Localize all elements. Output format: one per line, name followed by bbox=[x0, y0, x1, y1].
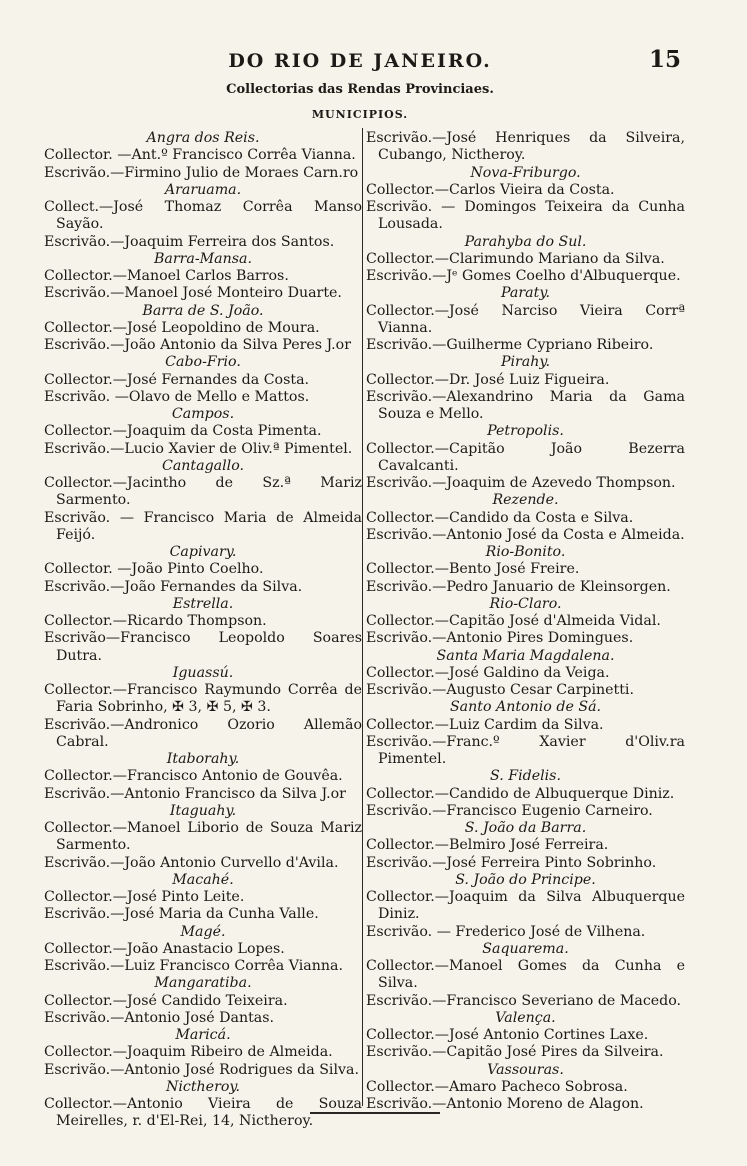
municipality-name: Santo Antonio de Sá. bbox=[449, 699, 602, 716]
municipality-name: Araruama. bbox=[164, 181, 242, 198]
official-entry: Escrivão.—Francisco Severiano de Macedo. bbox=[366, 992, 682, 1009]
page-number: 15 bbox=[648, 46, 681, 73]
official-entry: Collector.—José Antonio Cortines Laxe. bbox=[366, 1027, 649, 1043]
municipality-name: S. Fidelis. bbox=[490, 768, 561, 785]
official-entry: Escrivão.—Antonio José Rodrigues da Silva. bbox=[44, 1061, 359, 1078]
official-entry: Escrivão.—Augusto Cesar Carpinetti. bbox=[366, 682, 634, 698]
official-entry: Escrivão. — Francisco Maria de Almeida Feijó. bbox=[44, 509, 362, 543]
page-header bbox=[0, 46, 747, 74]
municipality-name: Rio-Bonito. bbox=[485, 544, 566, 560]
municipality-name: Parahyba do Sul. bbox=[464, 233, 587, 250]
official-entry: Collector.—Luiz Cardim da Silva. bbox=[366, 716, 604, 733]
subsection-title: MUNICIPIOS. bbox=[311, 108, 409, 121]
municipality-name: Mangaratiba. bbox=[154, 975, 252, 992]
official-entry: Escrivão.—Antonio Moreno de Alagon. bbox=[366, 1096, 644, 1112]
official-entry: Escrivão. — Frederico José de Vilhena. bbox=[366, 923, 646, 940]
municipality-name: Iguassú. bbox=[172, 664, 234, 681]
official-entry: Escrivão.—José Ferreira Pinto Sobrinho. bbox=[366, 854, 657, 871]
municipality-name: Cantagallo. bbox=[161, 457, 245, 474]
official-entry: Collector.—Ricardo Thompson. bbox=[44, 613, 267, 629]
running-title: DO RIO DE JANEIRO. bbox=[228, 50, 492, 72]
official-entry: Collector.—Joaquim Ribeiro de Almeida. bbox=[44, 1044, 333, 1061]
official-entry: Collector.—José Leopoldino de Moura. bbox=[44, 319, 320, 336]
official-entry: Collector.—Belmiro José Ferreira. bbox=[366, 837, 609, 854]
municipality-name: S. João do Principe. bbox=[455, 871, 596, 888]
official-entry: Escrivão.—Franc.º Xavier d'Oliv.ra Pimentel. bbox=[366, 733, 685, 767]
official-entry: Escrivão.—Guilherme Cypriano Ribeiro. bbox=[366, 337, 654, 353]
municipality-name: Valença. bbox=[495, 1009, 556, 1026]
official-entry: Collector.—José Candido Teixeira. bbox=[44, 992, 288, 1009]
official-entry: Escrivão.—José Maria da Cunha Valle. bbox=[44, 906, 319, 923]
official-entry: Collector.—Dr. José Luiz Figueira. bbox=[366, 371, 610, 388]
official-entry: Collector.—Francisco Antonio de Gouvêa. bbox=[44, 768, 343, 785]
official-entry: Collector.—Joaquim da Costa Pimenta. bbox=[44, 423, 322, 440]
municipality-name: Rio-Claro. bbox=[489, 595, 562, 612]
municipality-name: Paraty. bbox=[501, 285, 550, 302]
official-entry: Escrivão.—José Henriques da Silveira, Cubango, Nictheroy. bbox=[366, 130, 685, 164]
official-entry: Escrivão.—Antonio Pires Domingues. bbox=[366, 630, 634, 647]
municipality-name: Itaguahy. bbox=[169, 802, 237, 819]
official-entry: Escrivão.—Antonio Francisco da Silva J.or bbox=[44, 785, 346, 802]
official-entry: Collector. —Ant.º Francisco Corrêa Vianna. bbox=[44, 147, 356, 164]
official-entry: Collector.—José Narciso Vieira Corrª Vianna. bbox=[366, 302, 685, 336]
official-entry: Escrivão. —Olavo de Mello e Mattos. bbox=[44, 388, 310, 405]
official-entry: Escrivão.—Luiz Francisco Corrêa Vianna. bbox=[44, 958, 343, 974]
official-entry: Collector.—Joaquim da Silva Albuquerque Diniz. bbox=[366, 889, 685, 923]
official-entry: Escrivão.—Firmino Julio de Moraes Carn.ro bbox=[44, 164, 359, 181]
official-entry: Escrivão. — Domingos Teixeira da Cunha Lousada. bbox=[366, 199, 685, 233]
municipality-name: Nova-Friburgo. bbox=[470, 164, 581, 181]
bottom-rule bbox=[310, 1112, 440, 1114]
municipality-name: Campos. bbox=[171, 406, 235, 422]
official-entry: Collector.—José Galdino da Veiga. bbox=[366, 664, 610, 681]
official-entry: Collector.—Manoel Liborio de Souza Mariz Sarmento. bbox=[44, 820, 362, 854]
official-entry: Escrivão.—Francisco Eugenio Carneiro. bbox=[366, 802, 653, 819]
official-entry: Collector.—João Anastacio Lopes. bbox=[44, 940, 285, 957]
official-entry: Escrivão.—Manoel José Monteiro Duarte. bbox=[44, 285, 342, 302]
official-entry: Escrivão.—João Fernandes da Silva. bbox=[44, 578, 303, 595]
official-entry: Collector.—Candido de Albuquerque Diniz. bbox=[366, 785, 675, 802]
official-entry: Escrivão.—Andronico Ozorio Allemão Cabral. bbox=[44, 716, 362, 750]
official-entry: Collect.—José Thomaz Corrêa Manso Sayão. bbox=[44, 199, 362, 233]
municipality-name: Cabo-Frio. bbox=[165, 354, 241, 371]
official-entry: Collector.—Candido da Costa e Silva. bbox=[366, 509, 634, 526]
official-entry: Collector.—Carlos Vieira da Costa. bbox=[366, 181, 615, 198]
official-entry: Collector.—Francisco Raymundo Corrêa de Faria Sobrinho, ✠ 3, ✠ 5, ✠ 3. bbox=[44, 682, 362, 716]
municipality-name: Magé. bbox=[180, 923, 226, 940]
official-entry: Collector.—Capitão João Bezerra Cavalcanti. bbox=[366, 440, 685, 474]
official-entry: Escrivão.—Capitão José Pires da Silveira. bbox=[366, 1044, 664, 1061]
official-entry: Collector.—Bento José Freire. bbox=[366, 561, 580, 578]
official-entry: Collector.—Clarimundo Mariano da Silva. bbox=[366, 250, 665, 267]
municipality-name: Maricá. bbox=[175, 1027, 231, 1043]
municipality-name: Angra dos Reis. bbox=[146, 130, 260, 146]
municipality-name: Saquarema. bbox=[482, 940, 569, 957]
municipality-name: Itaborahy. bbox=[166, 751, 240, 767]
official-entry: Collector.—Manoel Gomes da Cunha e Silva. bbox=[366, 958, 685, 992]
official-entry: Escrivão.—Alexandrino Maria da Gama Souza e Mello. bbox=[366, 388, 685, 422]
municipality-name: Petropolis. bbox=[487, 423, 564, 440]
official-entry: Escrivão.—Antonio José da Costa e Almeida. bbox=[366, 526, 685, 543]
municipality-name: Vassouras. bbox=[487, 1061, 564, 1078]
official-entry: Collector.—Antonio Vieira de Souza Meirelles, r. d'El-Rei, 14, Nictheroy. bbox=[44, 1096, 362, 1130]
municipality-name: Pirahy. bbox=[500, 354, 551, 371]
official-entry: Escrivão.—Joaquim de Azevedo Thompson. bbox=[366, 475, 676, 491]
municipality-name: Barra de S. João. bbox=[142, 302, 264, 319]
official-entry: Escrivão.—Pedro Januario de Kleinsorgen. bbox=[366, 578, 671, 595]
official-entry: Escrivão.—Joaquim Ferreira dos Santos. bbox=[44, 233, 335, 250]
left-column bbox=[44, 130, 362, 1131]
municipality-name: Rezende. bbox=[492, 492, 559, 509]
official-entry: Escrivão.—João Antonio Curvello d'Avila. bbox=[44, 854, 339, 871]
official-entry: Escrivão.—Antonio José Dantas. bbox=[44, 1009, 275, 1026]
municipality-name: Macahé. bbox=[172, 871, 234, 888]
official-entry: Escrivão.—João Antonio da Silva Peres J.or bbox=[44, 337, 351, 353]
official-entry: Escrivão—Francisco Leopoldo Soares Dutra. bbox=[44, 630, 362, 664]
official-entry: Collector.—Capitão José d'Almeida Vidal. bbox=[366, 613, 661, 629]
municipality-name: Santa Maria Magdalena. bbox=[436, 647, 615, 664]
official-entry: Collector. —João Pinto Coelho. bbox=[44, 561, 264, 578]
column-divider bbox=[362, 128, 363, 1106]
municipality-name: Nictheroy. bbox=[165, 1078, 241, 1095]
right-column bbox=[366, 130, 685, 1113]
section-title: Collectorias das Rendas Provinciaes. bbox=[226, 82, 494, 97]
official-entry: Collector.—José Pinto Leite. bbox=[44, 889, 245, 905]
official-entry: Collector.—José Fernandes da Costa. bbox=[44, 371, 310, 388]
official-entry: Collector.—Manoel Carlos Barros. bbox=[44, 268, 289, 284]
municipality-name: Capivary. bbox=[169, 544, 237, 560]
municipality-name: Estrella. bbox=[172, 595, 234, 612]
official-entry: Collector.—Jacintho de Sz.ª Mariz Sarmento. bbox=[44, 475, 362, 509]
municipality-name: S. João da Barra. bbox=[464, 820, 587, 836]
official-entry: Collector.—Amaro Pacheco Sobrosa. bbox=[366, 1078, 628, 1095]
municipality-name: Barra-Mansa. bbox=[153, 250, 253, 267]
official-entry: Escrivão.—Lucio Xavier de Oliv.ª Pimentel. bbox=[44, 440, 353, 457]
official-entry: Escrivão.—Jᵉ Gomes Coelho d'Albuquerque. bbox=[366, 268, 681, 284]
